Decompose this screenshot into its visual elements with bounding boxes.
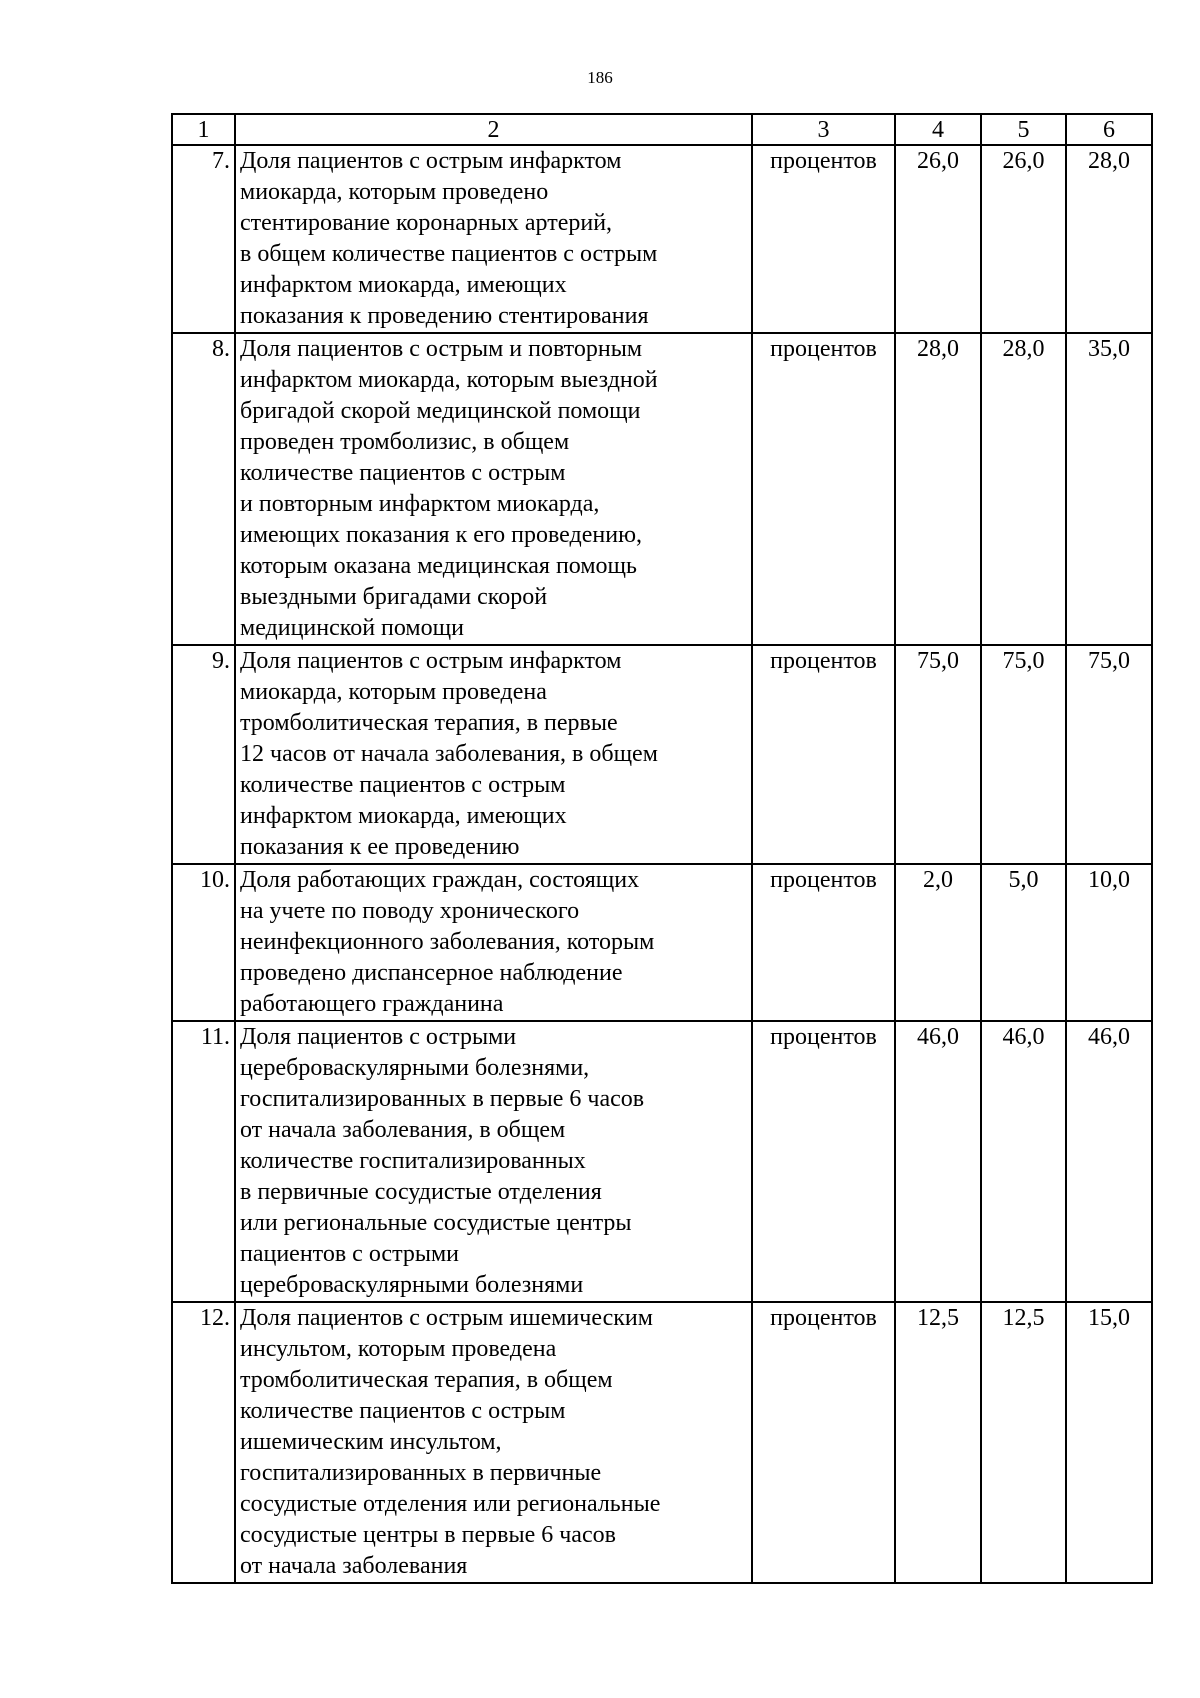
- header-cell-4: 4: [895, 114, 981, 145]
- unit-cell: процентов: [752, 333, 895, 645]
- value-cell-4: 26,0: [895, 145, 981, 333]
- indicator-name-line: проведен тромболизис, в общем: [240, 429, 570, 455]
- value-cell-5: 46,0: [981, 1021, 1066, 1302]
- indicator-name-line: на учете по поводу хронического: [240, 898, 580, 924]
- table-row: [172, 1021, 1152, 1302]
- indicator-name-line: показания к проведению стентирования: [240, 303, 649, 329]
- unit-cell: процентов: [752, 1021, 895, 1302]
- indicator-name-line: 12 часов от начала заболевания, в общем: [240, 741, 658, 767]
- indicator-name-cell: [235, 864, 752, 1021]
- indicator-name-line: Доля пациентов с острым и повторным: [240, 336, 642, 362]
- indicator-name-line: медицинской помощи: [240, 615, 464, 641]
- page-number: 186: [587, 68, 613, 87]
- row-number-cell: 9.: [172, 645, 235, 864]
- value-cell-5: 28,0: [981, 333, 1066, 645]
- header-cell-3: 3: [752, 114, 895, 145]
- indicator-name-line: Доля пациентов с острыми: [240, 1024, 517, 1050]
- indicator-name-cell: [235, 333, 752, 645]
- table-row: [172, 145, 1152, 333]
- indicator-name-cell: [235, 1302, 752, 1583]
- table-row: [172, 333, 1152, 645]
- indicator-name-line: от начала заболевания, в общем: [240, 1117, 566, 1143]
- indicator-name-line: Доля работающих граждан, состоящих: [240, 867, 640, 893]
- indicator-name-line: которым оказана медицинская помощь: [240, 553, 637, 579]
- value-cell-5: 26,0: [981, 145, 1066, 333]
- indicator-name-line: проведено диспансерное наблюдение: [240, 960, 623, 986]
- indicator-name-line: неинфекционного заболевания, которым: [240, 929, 655, 955]
- value-cell-4: 75,0: [895, 645, 981, 864]
- row-number-cell: 7.: [172, 145, 235, 333]
- table-row: [172, 645, 1152, 864]
- indicator-name-line: имеющих показания к его проведению,: [240, 522, 642, 548]
- indicator-name-line: цереброваскулярными болезнями,: [240, 1055, 590, 1081]
- value-cell-6: 75,0: [1066, 645, 1152, 864]
- indicator-name-line: количестве пациентов с острым: [240, 460, 566, 486]
- value-cell-5: 12,5: [981, 1302, 1066, 1583]
- header-cell-2: 2: [235, 114, 752, 145]
- unit-cell: процентов: [752, 1302, 895, 1583]
- row-number-cell: 11.: [172, 1021, 235, 1302]
- value-cell-6: 46,0: [1066, 1021, 1152, 1302]
- indicator-name-line: ишемическим инсультом,: [240, 1429, 502, 1455]
- indicators-table: [171, 113, 1153, 1584]
- indicator-name-line: госпитализированных в первые 6 часов: [240, 1086, 645, 1112]
- indicator-name-line: тромболитическая терапия, в общем: [240, 1367, 613, 1393]
- value-cell-5: 75,0: [981, 645, 1066, 864]
- row-number-cell: 8.: [172, 333, 235, 645]
- row-number-cell: 12.: [172, 1302, 235, 1583]
- table-row: [172, 864, 1152, 1021]
- header-cell-1: 1: [172, 114, 235, 145]
- table-row: [172, 1302, 1152, 1583]
- indicator-name-line: инфарктом миокарда, имеющих: [240, 272, 567, 298]
- indicator-name-line: работающего гражданина: [240, 991, 504, 1017]
- indicator-name-line: Доля пациентов с острым инфарктом: [240, 648, 622, 674]
- indicator-name-line: или региональные сосудистые центры: [240, 1210, 632, 1236]
- indicator-name-line: госпитализированных в первичные: [240, 1460, 602, 1486]
- header-cell-5: 5: [981, 114, 1066, 145]
- table-body: [172, 114, 1152, 1583]
- header-cell-6: 6: [1066, 114, 1152, 145]
- indicator-name-line: Доля пациентов с острым ишемическим: [240, 1305, 653, 1331]
- indicator-name-line: инсультом, которым проведена: [240, 1336, 557, 1362]
- indicator-name-line: пациентов с острыми: [240, 1241, 460, 1267]
- indicator-name-line: Доля пациентов с острым инфарктом: [240, 148, 622, 174]
- value-cell-4: 2,0: [895, 864, 981, 1021]
- indicator-name-line: миокарда, которым проведена: [240, 679, 547, 705]
- value-cell-5: 5,0: [981, 864, 1066, 1021]
- indicator-name-line: инфарктом миокарда, имеющих: [240, 803, 567, 829]
- indicator-name-line: цереброваскулярными болезнями: [240, 1272, 584, 1298]
- indicator-name-line: от начала заболевания: [240, 1553, 468, 1579]
- indicator-name-line: сосудистые отделения или региональные: [240, 1491, 661, 1517]
- indicator-name-line: выездными бригадами скорой: [240, 584, 548, 610]
- indicator-name-line: в первичные сосудистые отделения: [240, 1179, 602, 1205]
- value-cell-4: 46,0: [895, 1021, 981, 1302]
- unit-cell: процентов: [752, 864, 895, 1021]
- indicator-name-line: и повторным инфарктом миокарда,: [240, 491, 600, 517]
- value-cell-6: 28,0: [1066, 145, 1152, 333]
- indicator-name-line: сосудистые центры в первые 6 часов: [240, 1522, 616, 1548]
- indicator-name-line: количестве пациентов с острым: [240, 1398, 566, 1424]
- indicator-name-line: миокарда, которым проведено: [240, 179, 549, 205]
- unit-cell: процентов: [752, 645, 895, 864]
- indicator-name-line: показания к ее проведению: [240, 834, 520, 860]
- indicator-name-line: тромболитическая терапия, в первые: [240, 710, 618, 736]
- indicator-name-line: количестве госпитализированных: [240, 1148, 586, 1174]
- indicator-name-cell: [235, 145, 752, 333]
- row-number-cell: 10.: [172, 864, 235, 1021]
- indicator-name-cell: [235, 645, 752, 864]
- indicator-name-line: количестве пациентов с острым: [240, 772, 566, 798]
- unit-cell: процентов: [752, 145, 895, 333]
- table-header-row: [172, 114, 1152, 145]
- indicator-name-line: в общем количестве пациентов с острым: [240, 241, 658, 267]
- value-cell-4: 12,5: [895, 1302, 981, 1583]
- indicator-name-line: стентирование коронарных артерий,: [240, 210, 613, 236]
- value-cell-6: 35,0: [1066, 333, 1152, 645]
- indicator-name-line: бригадой скорой медицинской помощи: [240, 398, 641, 424]
- value-cell-6: 15,0: [1066, 1302, 1152, 1583]
- value-cell-6: 10,0: [1066, 864, 1152, 1021]
- indicator-name-cell: [235, 1021, 752, 1302]
- value-cell-4: 28,0: [895, 333, 981, 645]
- indicator-name-line: инфарктом миокарда, которым выездной: [240, 367, 658, 393]
